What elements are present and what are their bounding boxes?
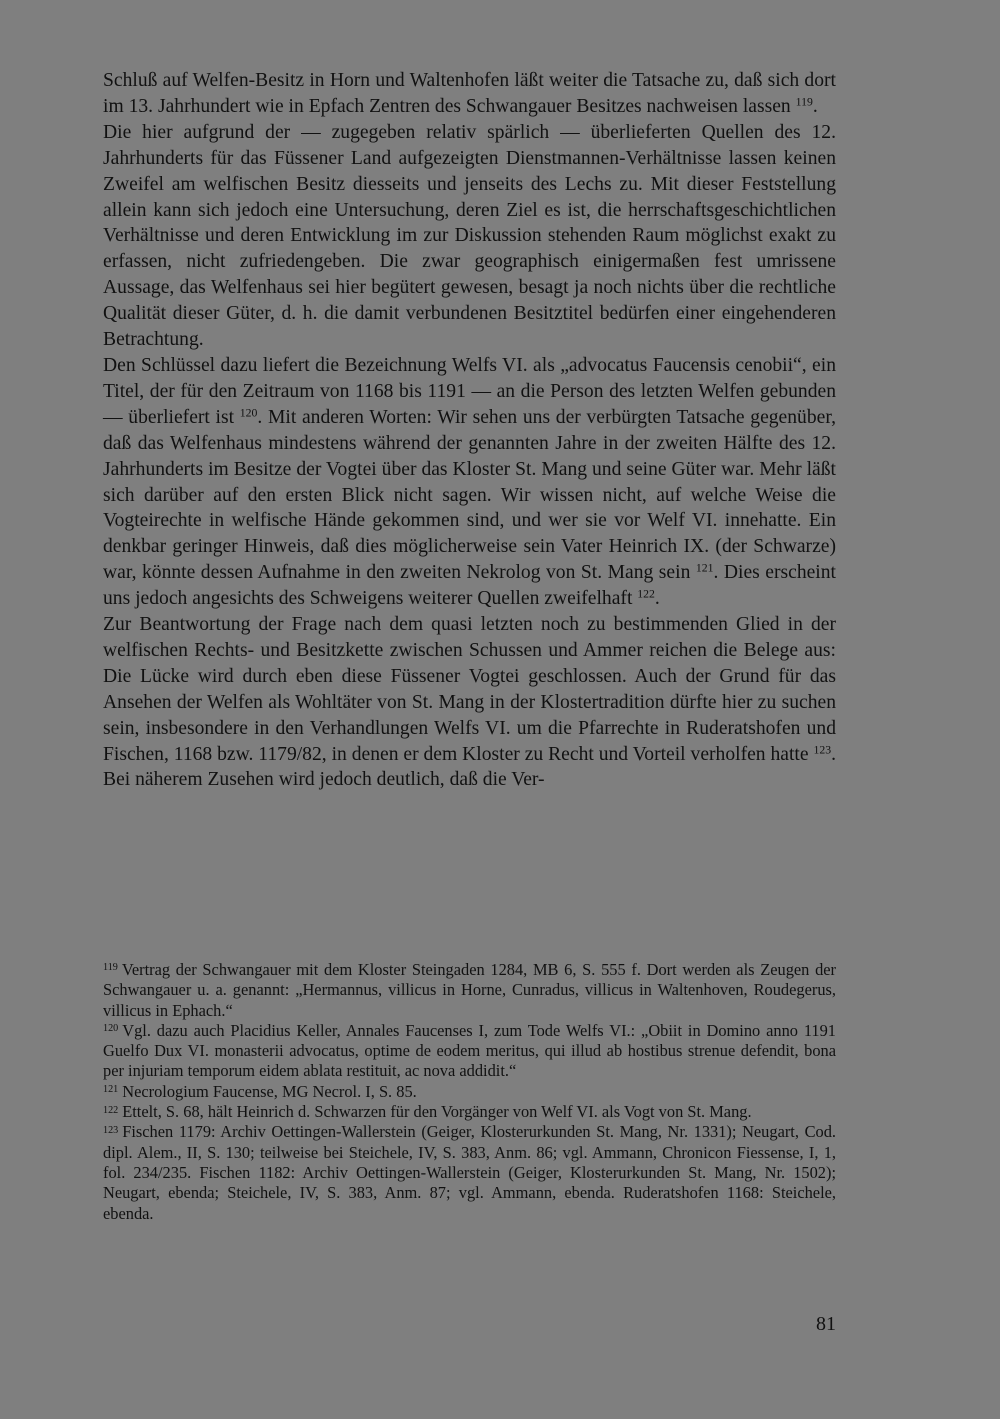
footnote-ref: 119 (795, 95, 813, 109)
footnote-ref: 121 (695, 561, 714, 575)
footnotes (103, 960, 836, 1224)
footnote-text: Vertrag der Schwangauer mit dem Kloster Steingaden 1284, MB 6, S. 555 f. Dort werden als Zeugen der Schwangauer u. a. genannt: „Hermannus, villicus in Horne, Cunradus, villicus in Waltenhoven, Roudegerus, villicus in Ephach.“ (103, 960, 836, 1020)
footnote (103, 960, 836, 1021)
paragraph (103, 68, 836, 120)
paragraph-text: . Mit anderen Worten: Wir sehen uns der verbürgten Tatsache gegenüber, daß das Welfenhaus mindestens während der genannten Jahre in der zweiten Hälfte des 12. Jahrhunderts im Besitze der Vogtei über das Kloster St. Mang und seine Güter war. Mehr läßt sich darüber auf den ersten Blick nicht sagen. Wir wissen nicht, auf welche Weise die Vogteirechte in welfische Hände gekommen sind, und wer sie vor Welf VI. innehatte. Ein denkbar geringer Hinweis, daß dies möglicherweise sein Vater Heinrich IX. (der Schwarze) war, könnte dessen Aufnahme in den zweiten Nekrolog von St. Mang sein (103, 406, 836, 584)
paragraph-text: . Bei näherem Zusehen wird jedoch deutlich, daß die Ver- (103, 743, 837, 791)
paragraph-text: Zur Beantwortung der Frage nach dem quasi letzten noch zu bestimmenden Glied in der welfischen Rechts- und Besitzkette zwischen Schussen und Ammer reichen die Belege aus: Die Lücke wird durch eben diese Füssener Vogtei geschlossen. Auch der Grund für das Ansehen der Welfen als Wohltäter von St. Mang in der Klostertradition dürfte hier zu suchen sein, insbesondere in den Verhandlungen Welfs VI. um die Pfarrechte in Ruderatshofen und Fischen, 1168 bzw. 1179/82, in denen er dem Kloster zu Recht und Vorteil verholfen hatte (103, 614, 836, 765)
footnote-ref: 123 (813, 743, 832, 757)
footnote-number: 119 (103, 962, 118, 974)
paragraph-text: Schluß auf Welfen-Besitz in Horn und Waltenhofen läßt weiter die Tatsache zu, daß sich dort im 13. Jahrhundert wie in Epfach Zentren des Schwangauer Besitzes nachweisen lassen (103, 70, 836, 117)
paragraph-text: Die hier aufgrund der — zugegeben relativ spärlich — überlieferten Quellen des 12. Jahrhunderts für das Füssener Land aufgezeigten Dienstmannen-Verhältnisse lassen keinen Zweifel am welfischen Besitz diesseits und jenseits des Lechs zu. Mit dieser Feststellung allein kann sich jedoch eine Untersuchung, deren Ziel es ist, die herrschaftsgeschichtlichen Verhältnisse und deren Entwicklung im zur Diskussion stehenden Raum möglichst exakt zu erfassen, nicht zufriedengeben. Die zwar geographisch einigermaßen fest umrissene Aussage, das Welfenhaus sei hier begütert gewesen, besagt ja noch nichts über die rechtliche Qualität dieser Güter, d. h. die damit verbundenen Besitztitel bedürfen einer eingehenderen Betrachtung. (103, 121, 836, 351)
paragraph (103, 612, 836, 793)
footnote-number: 122 (103, 1104, 119, 1116)
footnote-number: 121 (103, 1084, 119, 1096)
footnote-number: 120 (103, 1023, 119, 1035)
paragraph-text: . Dies erscheint uns jedoch angesichts des Schweigens weiterer Quellen zweifelhaft (103, 562, 836, 610)
paragraph-text: Den Schlüssel dazu liefert die Bezeichnung Welfs VI. als „advocatus Faucensis cenobii“, ein Titel, der für den Zeitraum von 1168 bis 1191 — an die Person des letzten Welfen gebunden — überliefert ist (103, 354, 836, 428)
page-number: 81 (816, 1313, 836, 1335)
footnote-text: Fischen 1179: Archiv Oettingen-Wallerstein (Geiger, Klosterurkunden St. Mang, Nr. 1331); Neugart, Cod. dipl. Alem., II, S. 130; teilweise bei Steichele, IV, S. 383, Anm. 86; vgl. Ammann, Chronicon Fiessense, I, 1, fol. 234/235. Fischen 1182: Archiv Oettingen-Wallerstein (Geiger, Klosterurkunden St. Mang, Nr. 1502); Neugart, ebenda; Steichele, IV, S. 383, Anm. 87; vgl. Ammann, ebenda. Ruderatshofen 1168: Steichele, ebenda. (103, 1122, 836, 1223)
body-text (103, 68, 836, 793)
footnote-ref: 122 (637, 587, 655, 601)
footnote (103, 1082, 836, 1102)
footnote (103, 1102, 836, 1122)
paragraph-text: . (654, 588, 660, 610)
paragraph-text: . (812, 95, 818, 117)
footnote-text: Vgl. dazu auch Placidius Keller, Annales Faucenses I, zum Tode Welfs VI.: „Obiit in Domino anno 1191 Guelfo Dux VI. monasterii advocatus, optime de eodem meritus, qui illud ab hostibus strenue defendit, bona per injuriam temporum eidem ablata restituit, ac nova addidit.“ (103, 1020, 836, 1081)
footnote-number: 123 (103, 1124, 119, 1136)
paragraph (103, 353, 836, 612)
footnote-text: Necrologium Faucense, MG Necrol. I, S. 85. (122, 1081, 417, 1101)
footnote (103, 1122, 836, 1223)
paragraph (103, 120, 836, 353)
footnote-ref: 120 (239, 406, 258, 420)
footnote (103, 1021, 836, 1082)
footnote-text: Ettelt, S. 68, hält Heinrich d. Schwarzen für den Vorgänger von Welf VI. als Vogt von St. Mang. (122, 1102, 752, 1122)
